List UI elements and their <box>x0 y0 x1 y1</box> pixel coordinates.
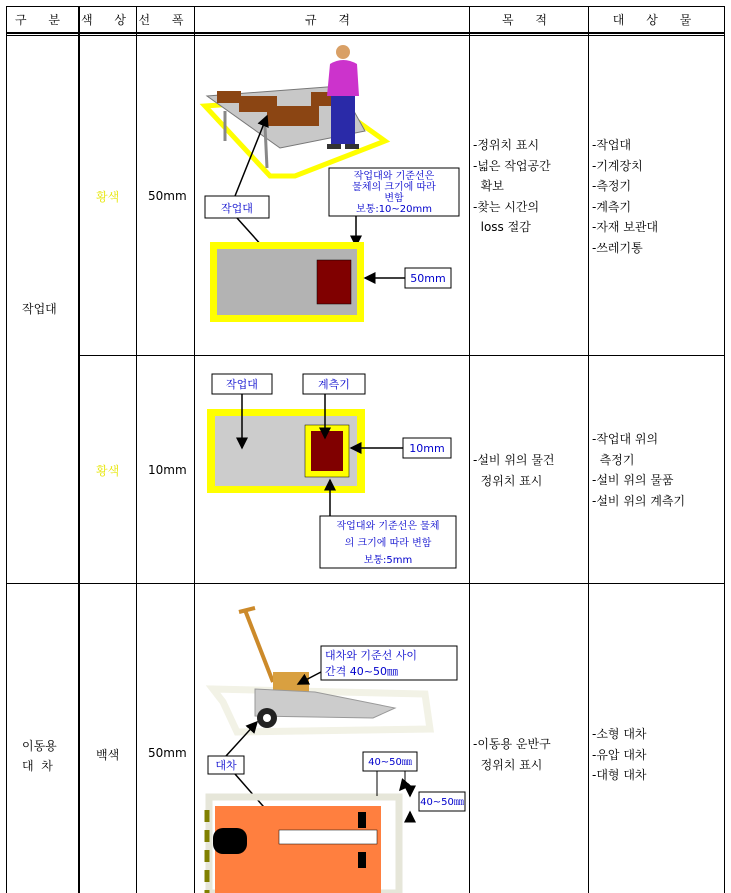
list-item: -대형 대차 <box>592 768 647 782</box>
list-item: -설비 위의 물건 <box>473 453 555 467</box>
category-cart <box>22 736 57 776</box>
width-cell-2: 10mm <box>148 463 187 477</box>
list-item: 정위치 표시 <box>473 757 543 772</box>
note-line: 물체의 크기에 따라 <box>352 182 436 193</box>
color-cell-1: 황색 <box>96 190 120 204</box>
header-targets: 대 상 물 <box>612 12 701 27</box>
dim-side-label: 40~50㎜ <box>420 797 464 808</box>
color-cell-2: 황색 <box>96 464 120 478</box>
list-item: 측정기 <box>592 452 635 467</box>
category-cart-line: 대 차 <box>22 759 53 773</box>
note-line: 보통:10~20mm <box>356 204 432 215</box>
note-line: 작업대와 기준선은 <box>353 171 435 182</box>
note-line: 의 크기에 따라 변함 <box>344 538 432 549</box>
list-item: -유압 대차 <box>592 747 647 762</box>
worktable-label-2: 작업대 <box>226 378 258 391</box>
header-spec: 규 격 <box>305 12 359 27</box>
dim-top-label: 40~50㎜ <box>368 757 412 768</box>
list-item: 정위치 표시 <box>473 473 543 488</box>
meter-label: 계측기 <box>318 378 350 391</box>
note-line: 간격 40~50㎜ <box>325 665 398 678</box>
width-label-10: 10mm <box>409 442 445 455</box>
purpose-list-2 <box>473 450 555 491</box>
width-label-50: 50mm <box>410 272 446 285</box>
category-cart-line: 이동용 <box>22 739 57 753</box>
list-item: -측정기 <box>592 179 632 193</box>
list-item: -소형 대차 <box>592 727 647 741</box>
note-line: 작업대와 기준선은 물체 <box>336 521 440 532</box>
note-line: 보통:5mm <box>363 555 413 566</box>
header-color: 색 상 <box>81 12 135 27</box>
list-item: -계측기 <box>592 199 632 214</box>
list-item: -자재 보관대 <box>592 220 659 234</box>
category-worktable: 작업대 <box>22 302 57 316</box>
targets-list-1 <box>592 135 658 258</box>
list-item: -정위치 표시 <box>473 138 540 152</box>
list-item: -기계장치 <box>592 158 643 173</box>
list-item: -쓰레기통 <box>592 240 643 255</box>
purpose-list-1 <box>473 135 551 238</box>
list-item: 확보 <box>473 179 504 193</box>
list-item: -이동용 운반구 <box>473 737 551 751</box>
purpose-list-3 <box>473 734 551 775</box>
cart-label: 대차 <box>215 759 237 772</box>
list-item: loss 절감 <box>473 220 531 234</box>
list-item: -찾는 시간의 <box>473 199 540 214</box>
width-cell-3: 50mm <box>148 746 187 760</box>
worktable-label-1: 작업대 <box>221 202 253 215</box>
header-width: 선 폭 <box>138 12 193 27</box>
list-item: -작업대 위의 <box>592 432 659 446</box>
worktable-illustration <box>195 36 469 355</box>
targets-list-2 <box>592 429 685 511</box>
list-item: -설비 위의 계측기 <box>592 493 686 508</box>
note-line: 대차와 기준선 사이 <box>325 649 418 662</box>
meter-illustration <box>195 356 469 583</box>
list-item: -작업대 <box>592 138 632 152</box>
color-cell-3: 백색 <box>96 748 120 762</box>
note-line: 변함 <box>384 193 404 204</box>
width-cell-1: 50mm <box>148 189 187 203</box>
list-item: -넓은 작업공간 <box>473 158 551 173</box>
header-category: 구 분 <box>15 12 69 27</box>
targets-list-3 <box>592 724 647 786</box>
cart-illustration <box>195 584 469 893</box>
header-purpose: 목 적 <box>502 12 556 27</box>
list-item: -설비 위의 물품 <box>592 473 674 487</box>
